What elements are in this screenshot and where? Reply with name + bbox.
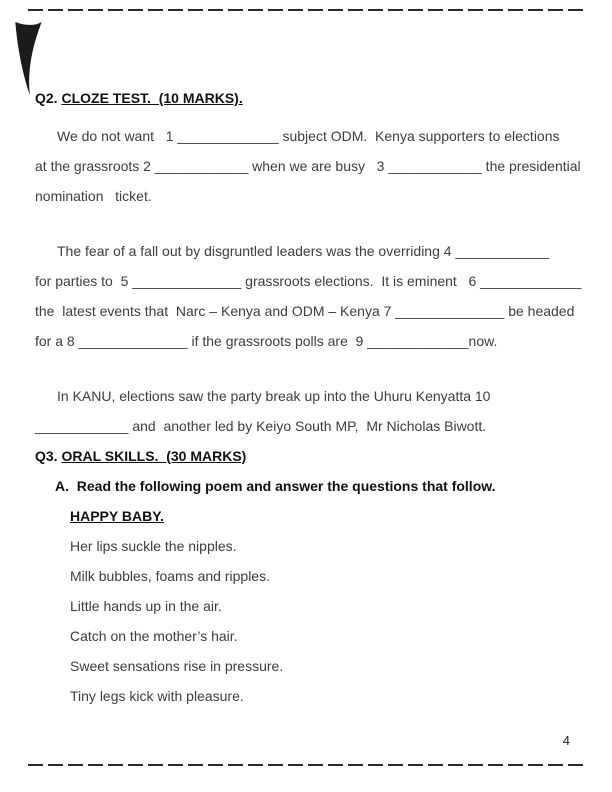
q3-title: ORAL SKILLS. (30 MARKS)	[61, 448, 247, 464]
text-line: The fear of a fall out by disgruntled leaders was the overriding 4 ____________	[57, 243, 549, 259]
text-line: In KANU, elections saw the party break up into the Uhuru Kenyatta 10	[57, 388, 491, 404]
bottom-border-rule	[28, 764, 588, 766]
page-number: 4	[562, 733, 570, 748]
item-a-label: A.	[55, 478, 77, 494]
q3-item-a	[35, 471, 590, 501]
q2-heading	[35, 83, 590, 113]
text-line: at the grassroots 2 ____________ when we are busy 3 ____________ the presidential	[35, 158, 581, 174]
poem-line: Tiny legs kick with pleasure.	[70, 688, 244, 704]
poem-title: HAPPY BABY.	[70, 508, 164, 524]
poem-line: Little hands up in the air.	[70, 598, 222, 614]
text-line: the latest events that Narc – Kenya and ODM – Kenya 7 ______________ be headed	[35, 303, 575, 319]
q2-label: Q2.	[35, 90, 62, 106]
cloze-paragraph-2	[35, 236, 590, 356]
item-a-text: Read the following poem and answer the questions that follow.	[76, 478, 496, 494]
poem-line: Sweet sensations rise in pressure.	[70, 658, 284, 674]
q3-label: Q3.	[35, 448, 62, 464]
cloze-paragraph-3	[35, 381, 590, 441]
text-line: for a 8 ______________ if the grassroots polls are 9 _____________now.	[35, 333, 498, 349]
q3-heading	[35, 441, 590, 471]
poem-line: Milk bubbles, foams and ripples.	[70, 568, 270, 584]
text-line: nomination ticket.	[35, 188, 152, 204]
text-line: We do not want 1 _____________ subject ODM. Kenya supporters to elections	[57, 128, 560, 144]
text-line: for parties to 5 ______________ grassroots elections. It is eminent 6 _____________	[35, 273, 582, 289]
q2-title: CLOZE TEST. (10 MARKS).	[61, 90, 243, 106]
top-border-rule	[28, 9, 588, 11]
text-line: ____________ and another led by Keiyo South MP, Mr Nicholas Biwott.	[35, 418, 487, 434]
poem	[35, 531, 590, 711]
poem-line: Her lips suckle the nipples.	[70, 538, 237, 554]
poem-line: Catch on the mother’s hair.	[70, 628, 238, 644]
page-content	[35, 83, 590, 711]
cloze-paragraph-1	[35, 121, 590, 211]
